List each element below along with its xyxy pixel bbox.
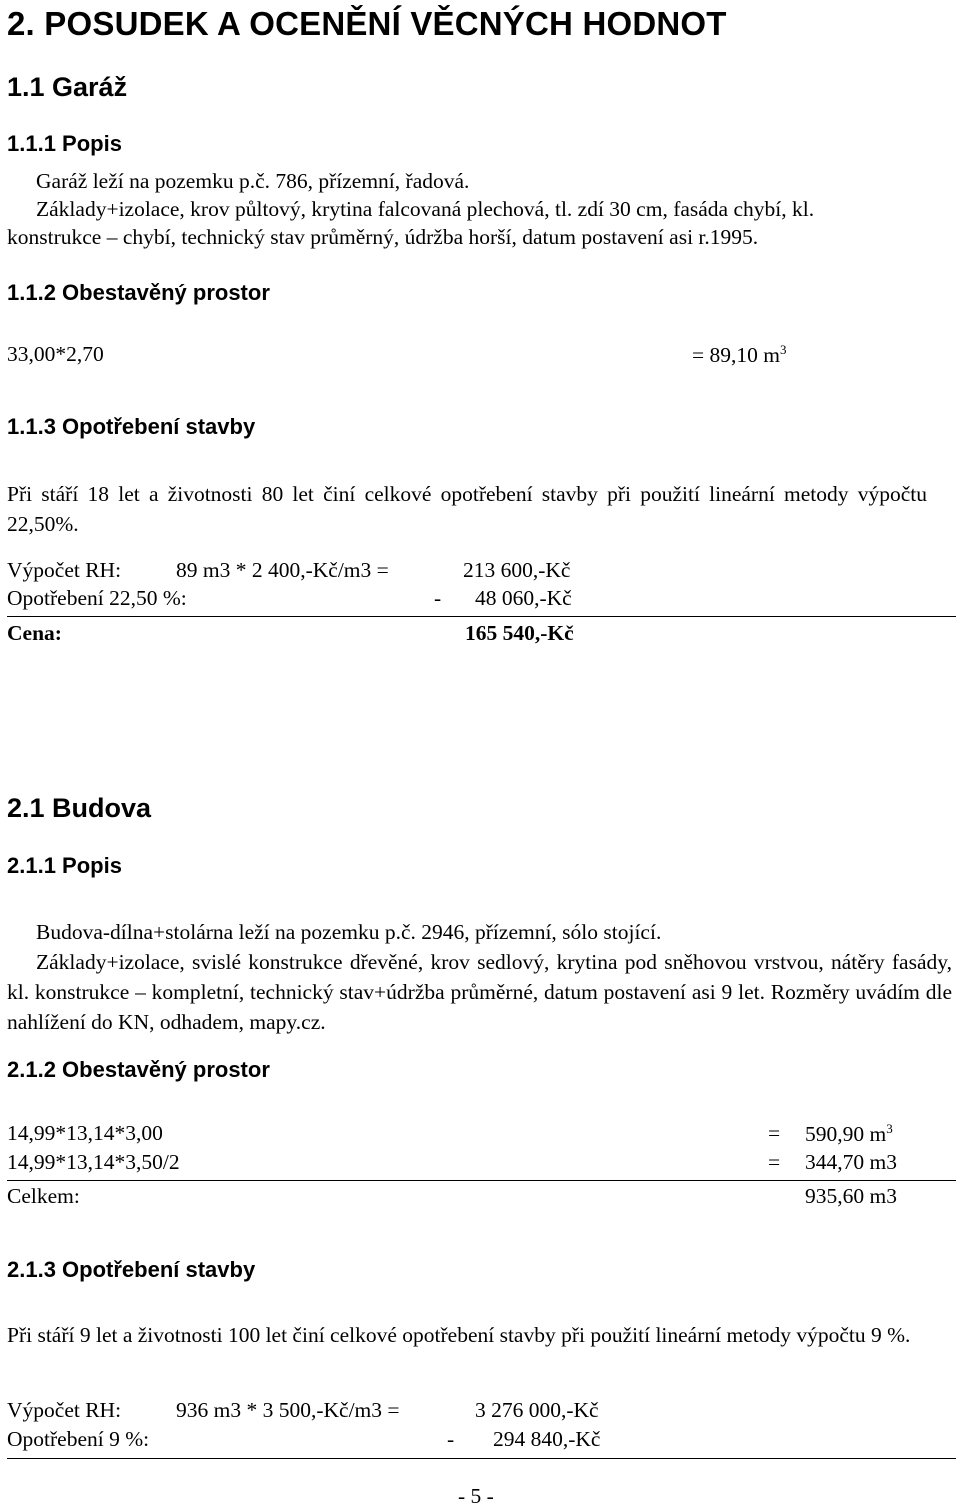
garage-calc-label: Výpočet RH: xyxy=(7,558,122,582)
subheading-building-description: 2.1.1 Popis xyxy=(7,853,122,878)
building-description-rest: Základy+izolace, svislé konstrukce dřevěné, krov sedlový, krytina pod sněhovou vrstvou, nátěry fasády, kl. konstrukce – kompletní, technický stav+údržba průměrné, datum postavení asi 9 let. Rozměry uvádím dle nahlížení do KN, odhadem, mapy.cz. xyxy=(7,950,952,1034)
subheading-garage-description: 1.1.1 Popis xyxy=(7,131,122,156)
building-total-label: Celkem: xyxy=(7,1184,80,1208)
building-wear-sign: - xyxy=(447,1427,455,1451)
subheading-garage-volume: 1.1.2 Obestavěný prostor xyxy=(7,280,270,305)
building-calc-label: Výpočet RH: xyxy=(7,1398,122,1422)
garage-wear-value: 48 060,-Kč xyxy=(475,586,572,610)
building-wear-value: 294 840,-Kč xyxy=(493,1427,601,1451)
garage-wear-label: Opotřebení 22,50 %: xyxy=(7,586,187,610)
building-volume-divider xyxy=(7,1180,956,1181)
building-calc-value: 3 276 000,-Kč xyxy=(475,1398,599,1422)
page-number: - 5 - xyxy=(458,1484,494,1508)
subheading-building-wear: 2.1.3 Opotřebení stavby xyxy=(7,1257,256,1282)
garage-wear-sign: - xyxy=(434,586,442,610)
building-volume-formula-2: 14,99*13,14*3,50/2 xyxy=(7,1150,180,1174)
garage-description-line-1: Garáž leží na pozemku p.č. 786, přízemní, řadová. xyxy=(36,169,470,193)
garage-wear-text: Při stáří 18 let a životnosti 80 let činí celkové opotřebení stavby při použití lineární metody výpočtu 22,50%. xyxy=(7,482,927,536)
building-volume-formula-1: 14,99*13,14*3,00 xyxy=(7,1121,163,1145)
subheading-garage-wear: 1.1.3 Opotřebení stavby xyxy=(7,414,256,439)
garage-price-label: Cena: xyxy=(7,621,62,645)
garage-calc-expression: 89 m3 * 2 400,-Kč/m3 = xyxy=(176,558,389,582)
garage-price-value: 165 540,-Kč xyxy=(465,621,574,645)
building-description-line-1: Budova-dílna+stolárna leží na pozemku p.č. 2946, přízemní, sólo stojící. xyxy=(36,920,662,944)
building-volume-eq-1: = xyxy=(768,1121,781,1145)
garage-sum-divider xyxy=(7,616,956,617)
building-total-value: 935,60 m3 xyxy=(805,1184,897,1208)
building-wear-text: Při stáří 9 let a životnosti 100 let činí celkové opotřebení stavby při použití lineární metody výpočtu 9 %. xyxy=(7,1323,911,1347)
garage-description-line-2: Základy+izolace, krov půltový, krytina falcovaná plechová, tl. zdí 30 cm, fasáda chybí, kl. xyxy=(36,197,815,221)
garage-calc-value: 213 600,-Kč xyxy=(463,558,571,582)
subheading-building-volume: 2.1.2 Obestavěný prostor xyxy=(7,1057,270,1082)
building-wear-label: Opotřebení 9 %: xyxy=(7,1427,150,1451)
building-calc-expression: 936 m3 * 3 500,-Kč/m3 = xyxy=(176,1398,400,1422)
page-title: 2. POSUDEK A OCENĚNÍ VĚCNÝCH HODNOT xyxy=(7,5,727,42)
building-volume-value-1: 590,90 $m^3$ xyxy=(805,1121,893,1147)
building-sum-divider xyxy=(7,1458,956,1459)
garage-description-line-3: konstrukce – chybí, technický stav průměrný, údržba horší, datum postavení asi r.1995. xyxy=(7,225,759,249)
section-heading-garage: 1.1 Garáž xyxy=(7,72,128,102)
garage-volume-formula: 33,00*2,70 xyxy=(7,342,104,366)
building-volume-value-2: 344,70 m3 xyxy=(805,1150,897,1174)
section-heading-building: 2.1 Budova xyxy=(7,793,152,823)
building-volume-eq-2: = xyxy=(768,1150,781,1174)
garage-volume-result: = 89,10 $m^3$ xyxy=(692,342,787,368)
